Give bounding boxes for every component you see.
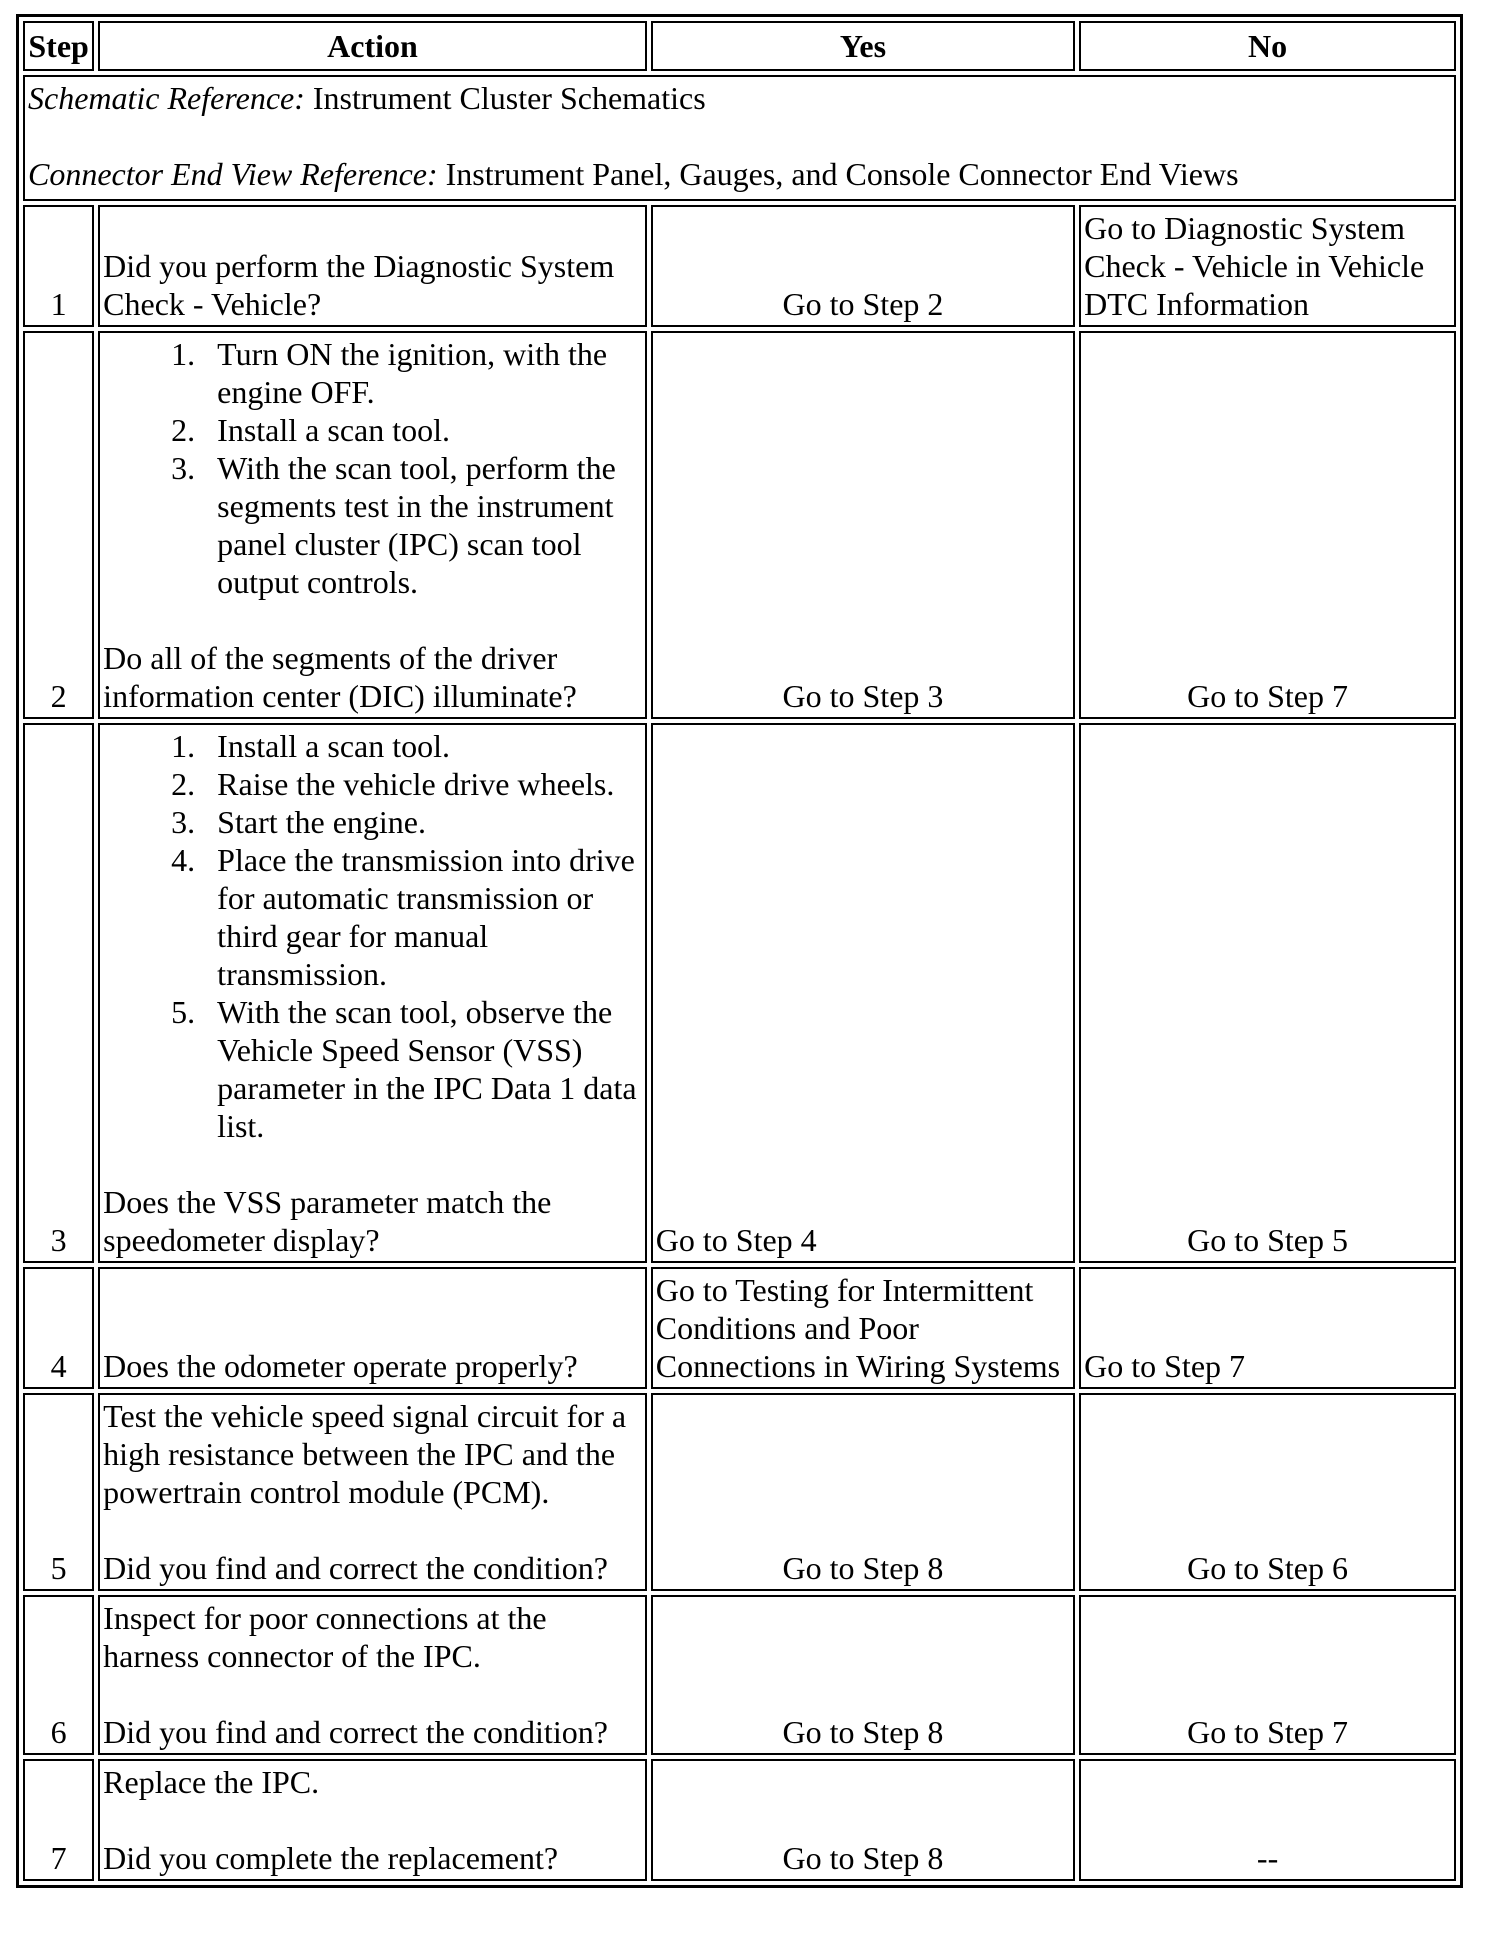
- no-cell: Go to Diagnostic System Check - Vehicle in Vehicle DTC Information: [1079, 205, 1456, 327]
- no-cell: Go to Step 7: [1079, 1595, 1456, 1755]
- action-question: Did you find and correct the condition?: [103, 1714, 608, 1750]
- schematic-reference: [28, 79, 1451, 117]
- list-item: 2. Install a scan tool.: [203, 411, 642, 449]
- action-question: Did you find and correct the condition?: [103, 1550, 608, 1586]
- diagnostic-table: [16, 14, 1463, 1888]
- schematic-reference-value: Instrument Cluster Schematics: [304, 80, 706, 116]
- step-number: 3: [23, 723, 94, 1263]
- action-cell: [98, 331, 647, 719]
- action-cell: Did you perform the Diagnostic System Check - Vehicle?: [98, 205, 647, 327]
- header-no: No: [1079, 21, 1456, 71]
- no-cell: Go to Step 5: [1079, 723, 1456, 1263]
- table-row: [23, 1595, 1456, 1755]
- no-cell: Go to Step 7: [1079, 1267, 1456, 1389]
- action-cell: [98, 723, 647, 1263]
- table-row: [23, 331, 1456, 719]
- header-action: Action: [98, 21, 647, 71]
- list-item: 1. Install a scan tool.: [203, 727, 642, 765]
- yes-cell: Go to Step 8: [651, 1393, 1075, 1591]
- table-row: [23, 723, 1456, 1263]
- list-item: 1. Turn ON the ignition, with the engine OFF.: [203, 335, 642, 411]
- action-question: Do all of the segments of the driver information center (DIC) illuminate?: [103, 640, 577, 714]
- list-item: 3. With the scan tool, perform the segments test in the instrument panel cluster (IPC) scan tool output controls.: [203, 449, 642, 601]
- step-number: 7: [23, 1759, 94, 1881]
- list-item: 3. Start the engine.: [203, 803, 642, 841]
- connector-reference: [28, 155, 1451, 193]
- action-cell: [98, 1393, 647, 1591]
- table-row: [23, 205, 1456, 327]
- step-number: 2: [23, 331, 94, 719]
- connector-reference-label: Connector End View Reference:: [28, 156, 438, 192]
- action-cell: Does the odometer operate properly?: [98, 1267, 647, 1389]
- list-item: 5. With the scan tool, observe the Vehicle Speed Sensor (VSS) parameter in the IPC Data 1 data list.: [203, 993, 642, 1145]
- action-text: Inspect for poor connections at the harness connector of the IPC.: [103, 1600, 547, 1674]
- action-question: Does the VSS parameter match the speedometer display?: [103, 1184, 552, 1258]
- yes-cell: Go to Testing for Intermittent Conditions and Poor Connections in Wiring Systems: [651, 1267, 1075, 1389]
- header-yes: Yes: [651, 21, 1075, 71]
- step-number: 1: [23, 205, 94, 327]
- step-number: 5: [23, 1393, 94, 1591]
- table-row: [23, 1267, 1456, 1389]
- no-cell: Go to Step 7: [1079, 331, 1456, 719]
- list-item: 2. Raise the vehicle drive wheels.: [203, 765, 642, 803]
- header-row: [23, 21, 1456, 71]
- list-item: 4. Place the transmission into drive for automatic transmission or third gear for manual transmission.: [203, 841, 642, 993]
- action-question: Did you complete the replacement?: [103, 1840, 559, 1876]
- step-number: 4: [23, 1267, 94, 1389]
- action-text: Replace the IPC.: [103, 1764, 320, 1800]
- table-row: [23, 1393, 1456, 1591]
- action-cell: [98, 1759, 647, 1881]
- yes-cell: Go to Step 3: [651, 331, 1075, 719]
- yes-cell: Go to Step 2: [651, 205, 1075, 327]
- connector-reference-value: Instrument Panel, Gauges, and Console Connector End Views: [437, 156, 1239, 192]
- reference-row: [23, 75, 1456, 201]
- no-cell: --: [1079, 1759, 1456, 1881]
- action-text: Test the vehicle speed signal circuit for a high resistance between the IPC and the powertrain control module (PCM).: [103, 1398, 627, 1510]
- table-row: [23, 1759, 1456, 1881]
- yes-cell: Go to Step 8: [651, 1759, 1075, 1881]
- no-cell: Go to Step 6: [1079, 1393, 1456, 1591]
- reference-cell: [23, 75, 1456, 201]
- action-list: [103, 335, 642, 601]
- yes-cell: Go to Step 4: [651, 723, 1075, 1263]
- schematic-reference-label: Schematic Reference:: [28, 80, 305, 116]
- yes-cell: Go to Step 8: [651, 1595, 1075, 1755]
- step-number: 6: [23, 1595, 94, 1755]
- action-list: [103, 727, 642, 1145]
- header-step: Step: [23, 21, 94, 71]
- action-cell: [98, 1595, 647, 1755]
